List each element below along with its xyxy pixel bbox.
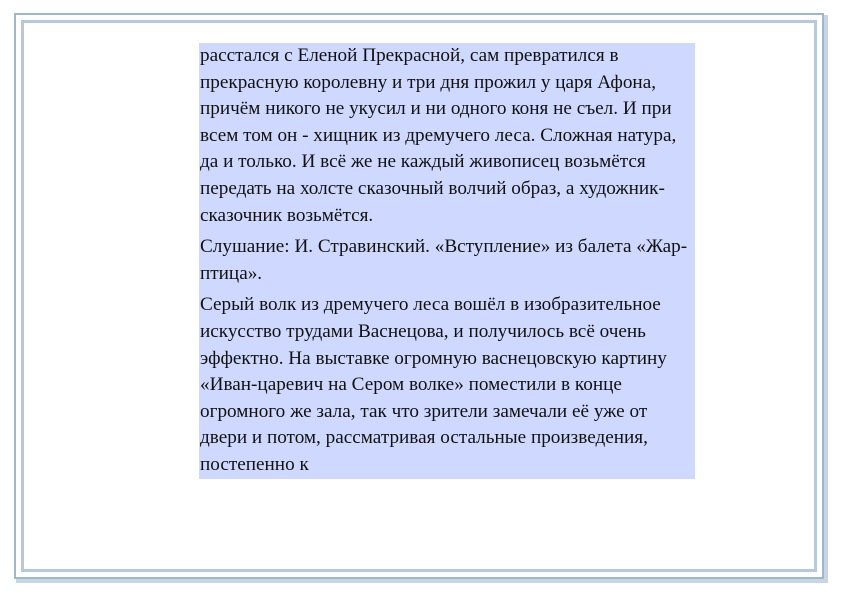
paragraph-listening: Слушание: И. Стравинский. «Вступление» из балета «Жар-птица». [200,236,688,284]
paragraph-wolf-story: расстался с Еленой Прекрасной, сам превратился в прекрасную королевну и три дня прожил у царя Афона, причём никого не укусил и ни одного коня не съел. И при всем том он - хищник из дремучего леса. Сложная натура, да и только. И всё же не каждый живописец возьмётся передать на холсте сказочный волчий образ, а художник-сказочник возьмётся. [200,45,677,226]
paragraph-vasnetsov: Серый волк из дремучего леса вошёл в изобразительное искусство трудами Васнецова, и получилось всё очень эффектно. На выставке огромную васнецовскую картину «Иван-царевич на Сером волке» поместили в конце огромного же зала, так что зрители замечали её уже от двери и потом, рассматривая остальные произведения, постепенно к [200,294,667,475]
frame-shadow-right [824,15,828,581]
text-block [199,43,695,479]
frame-shadow-bottom [16,579,828,583]
